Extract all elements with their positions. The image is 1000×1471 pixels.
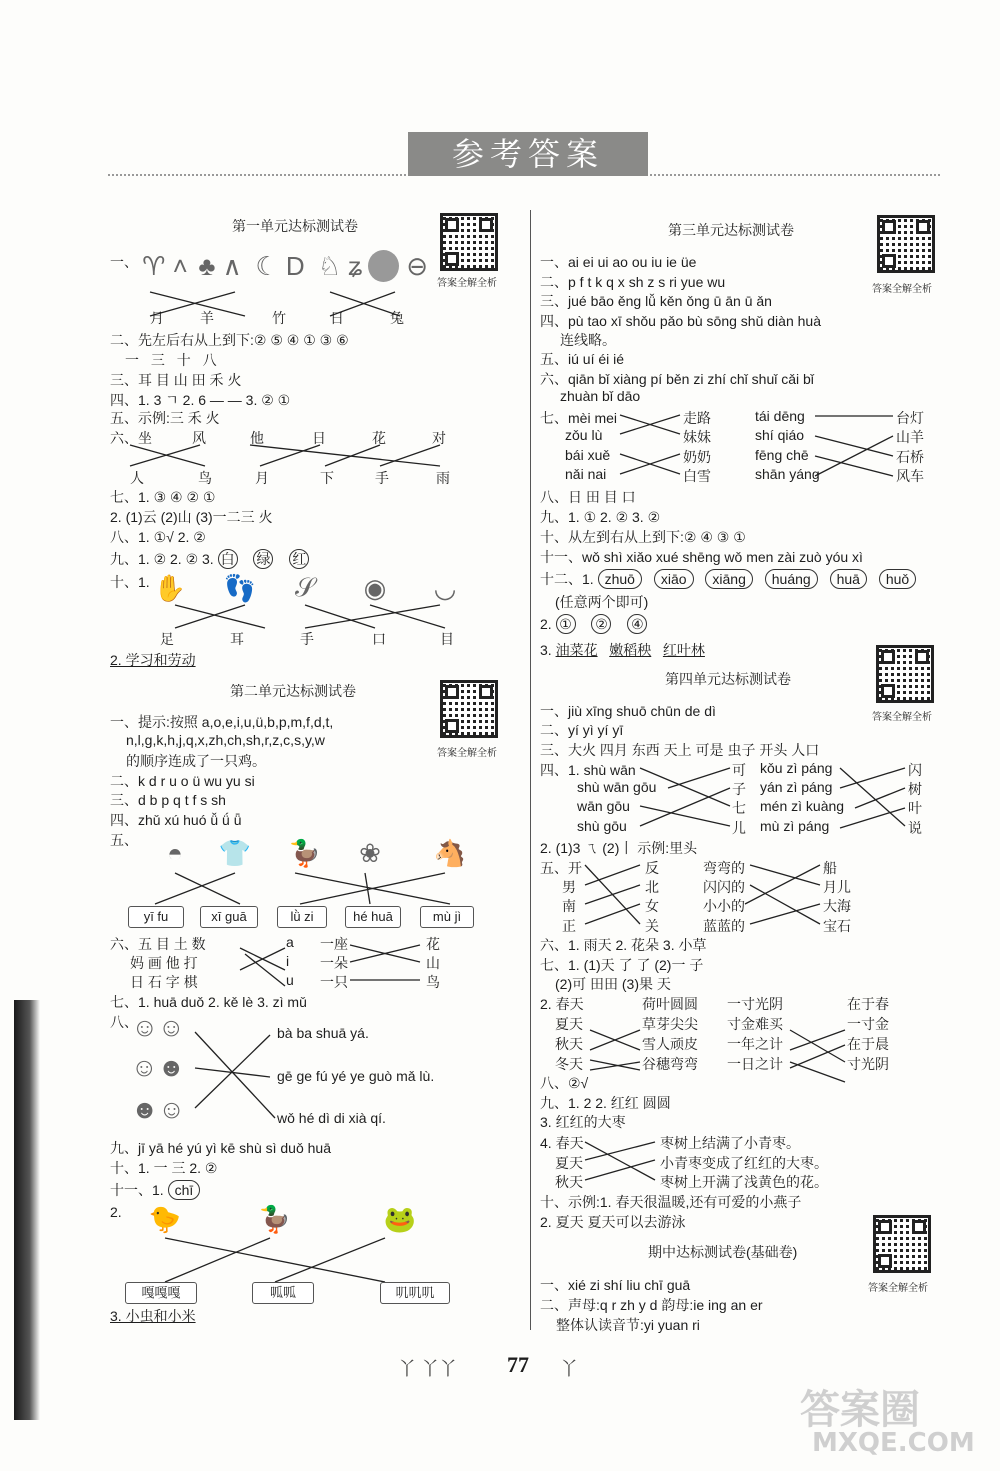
circled-char: 绿	[253, 549, 273, 569]
duck-picture: 🦆	[288, 837, 322, 868]
word: 花	[426, 936, 440, 952]
pinyin-oval: huǒ	[879, 569, 916, 589]
word: 台灯	[896, 410, 924, 426]
kids-picture: ☺☺	[131, 1011, 185, 1042]
pinyin-oval: xiāo	[654, 569, 694, 589]
word: 小小的	[703, 898, 745, 914]
answer-line: 3. 红红的大枣	[540, 1114, 626, 1130]
mouth-picture: ◡	[433, 572, 457, 603]
answer-line: 七、1. ③ ④ ② ①	[110, 489, 216, 505]
radical-name: mù zì páng	[760, 818, 830, 834]
answer-line: 一、xié zi shí liu chī guā	[540, 1277, 691, 1293]
word: 足	[160, 631, 174, 647]
answer-line: 九、jī yā hé yú yì kē shù sì duǒ huā	[110, 1140, 332, 1156]
pinyin-box: hé huā	[345, 906, 401, 928]
answer-text: 3.	[540, 642, 552, 658]
word: 月儿	[823, 879, 851, 895]
scan-edge	[14, 1000, 40, 1420]
circled-char: ①	[556, 614, 576, 634]
word: 对	[432, 430, 446, 446]
answer-line: 八、	[110, 1014, 138, 1030]
word: 兔	[390, 310, 404, 326]
word: 雪人顽皮	[642, 1036, 698, 1052]
sentence: wǒ hé dì di xià qí.	[277, 1110, 386, 1126]
pinyin-box: yī fu	[128, 906, 184, 928]
circled-char: 白	[218, 549, 238, 569]
answer-line: 六、五 目 土 数	[110, 936, 206, 952]
answer-line: 七、1. (1)天 了 了 (2)一 子	[540, 957, 704, 973]
word: 叶	[908, 800, 922, 816]
answer-line: (2)可 田田 (3)果 天	[555, 976, 671, 992]
watermelon-picture: ◓	[167, 837, 183, 868]
pinyin: bái xuě	[565, 447, 611, 463]
pinyin-box: lǜ zi	[277, 906, 327, 928]
pinyin: shān yáng	[755, 466, 820, 482]
word: 大海	[823, 898, 851, 914]
circled-char: ②	[591, 614, 611, 634]
answer-line: 2. 学习和劳动	[110, 652, 196, 668]
answer-line: zhuàn bǐ dāo	[560, 388, 641, 404]
sentence: bà ba shuā yá.	[277, 1025, 369, 1041]
answer-line: 的顺序连成了一只鸡。	[126, 753, 266, 769]
word: 油菜花	[555, 642, 598, 658]
word: 男	[562, 879, 576, 895]
word: 秋天	[555, 1174, 583, 1190]
answer-line: 十、1. 一 三 2. ②	[110, 1160, 218, 1176]
answer-text: 十一、1.	[110, 1182, 164, 1198]
pinyin-box: mù jì	[420, 906, 474, 928]
chicken-picture: 🐤	[148, 1203, 182, 1234]
word: 弯弯的	[703, 860, 745, 876]
pinyin-oval: zhuō	[598, 569, 642, 589]
word: 鸟	[426, 974, 440, 990]
answer-line: (任意两个即可)	[555, 594, 649, 610]
word: 竹	[272, 310, 286, 326]
word: 日	[312, 430, 326, 446]
title-divider-right	[650, 174, 940, 176]
answer-line	[540, 569, 924, 589]
answer-line: 七、1. huā duǒ 2. kě lè 3. zì mǔ	[110, 994, 307, 1010]
word: 走路	[683, 410, 711, 426]
word: 冬天	[555, 1056, 583, 1072]
word: 夏天	[555, 1155, 583, 1171]
lotus-picture: ❀	[359, 837, 381, 868]
answer-line: 一、ai ei ui ao ou iu ie üe	[540, 254, 697, 270]
qr-code	[877, 215, 935, 273]
word: 白雪	[683, 468, 711, 484]
stroke-name: shù wān gōu	[577, 779, 657, 795]
word: 树	[908, 781, 922, 797]
word: 六、坐	[110, 430, 152, 446]
unit2-title: 第二单元达标测试卷	[230, 683, 356, 699]
stroke-name: wān gōu	[577, 798, 630, 814]
stroke-name: shù gōu	[577, 818, 627, 834]
sentence: 小青枣变成了红红的大枣。	[660, 1155, 828, 1171]
circled-char: 红	[289, 549, 309, 569]
answer-line: 五、iú uí éi ié	[540, 351, 625, 367]
stroke-name: 四、1. shù wān	[540, 762, 636, 778]
sound-box: 叽叽叽	[380, 1282, 450, 1304]
answer-line	[540, 640, 705, 660]
foot-picture: 👣	[223, 572, 257, 603]
word: 女	[645, 898, 659, 914]
word: 说	[908, 820, 922, 836]
word: 寸金难买	[727, 1016, 783, 1032]
answer-line	[110, 1180, 208, 1200]
title-divider-left	[108, 174, 406, 176]
word: 闪	[908, 762, 922, 778]
word: 儿	[732, 820, 746, 836]
word: a	[286, 934, 294, 950]
kids-picture: ☻☺	[131, 1093, 185, 1124]
page-title: 参考答案	[408, 132, 648, 176]
word: i	[286, 953, 290, 969]
circled-char: ④	[627, 614, 647, 634]
word: 一年之计	[727, 1036, 783, 1052]
pinyin: shí qiáo	[755, 427, 805, 443]
answer-line: 五、	[110, 832, 138, 848]
word: 手	[300, 631, 314, 647]
word: 一朵	[320, 955, 348, 971]
word: 北	[645, 879, 659, 895]
word: 奶奶	[683, 449, 711, 465]
column-divider	[530, 210, 531, 1330]
word: u	[286, 972, 294, 988]
word: 山	[426, 955, 440, 971]
footer-decoration: 丫	[560, 1359, 578, 1379]
answer-line: 五、示例:三 禾 火	[110, 410, 220, 426]
answer-line	[110, 549, 321, 569]
clothes-picture: 👕	[218, 837, 252, 868]
unit3-title: 第三单元达标测试卷	[668, 222, 794, 238]
answer-line: 二、先左后右从上到下:② ⑤ ④ ① ③ ⑥	[110, 332, 349, 348]
answer-line: 八、②√	[540, 1075, 589, 1091]
word: 船	[823, 860, 837, 876]
watermark-url: MXQE.COM	[812, 1428, 975, 1458]
answer-text: 2.	[540, 616, 552, 632]
word: 五、开	[540, 860, 582, 876]
answer-line: 十、1.	[110, 574, 150, 590]
sentence: gē ge fú yé ye guò mǎ lù.	[277, 1068, 435, 1084]
answer-line: 十、示例:1. 春天很温暖,还有可爱的小燕子	[540, 1194, 802, 1210]
answer-line: 2. (1)3 ㄟ (2)丨 示例:里头	[540, 840, 698, 856]
answer-line: 一、jiù xīng shuō chūn de dì	[540, 703, 716, 719]
answer-line: 3. 小虫和小米	[110, 1308, 196, 1324]
answer-line: 二、yí yì yí yī	[540, 722, 624, 738]
word: 子	[732, 781, 746, 797]
word: 风	[192, 430, 206, 446]
answer-line: 八、日 田 目 口	[540, 489, 636, 505]
sun-picture: ⊖	[368, 246, 428, 286]
word: 下	[320, 470, 334, 486]
word: 日	[330, 310, 344, 326]
word: 反	[645, 860, 659, 876]
answer-line: 一 三 十 八	[125, 352, 221, 368]
answer-line: 四、pù tao xī shǒu pǎo bù sōng shǔ diàn huà	[540, 313, 821, 329]
word: 嫩稻秧	[609, 642, 652, 658]
word: 山羊	[896, 429, 924, 445]
answer-line: 三、大火 四月 东西 天上 可是 虫子 开头 人口	[540, 742, 820, 758]
pinyin: fēng chē	[755, 447, 809, 463]
word: 一寸光阴	[727, 996, 783, 1012]
goat-picture: ♈ ˄	[142, 250, 188, 281]
sentence: 枣树上结满了小青枣。	[660, 1135, 800, 1151]
word: 谷穗弯弯	[642, 1056, 698, 1072]
answer-line: 2. (1)云 (2)山 (3)一二三 火	[110, 509, 273, 525]
qr-code	[440, 213, 498, 271]
qr-label: 答案全解全析	[437, 278, 497, 289]
answer-line: 一、提示:按照 a,o,e,i,u,ü,b,p,m,f,d,t,	[110, 714, 334, 730]
pinyin-oval: huáng	[765, 569, 818, 589]
qr-code	[873, 1215, 931, 1273]
unit4-title: 第四单元达标测试卷	[665, 671, 791, 687]
kids-picture: ☺☻	[131, 1051, 185, 1082]
word: 羊	[200, 310, 214, 326]
word: 鸟	[198, 470, 212, 486]
word: 在于晨	[847, 1036, 889, 1052]
word: 荷叶圆圆	[642, 996, 698, 1012]
pinyin: nǎi nai	[565, 466, 607, 482]
answer-line	[540, 614, 659, 634]
word: 可	[732, 762, 746, 778]
answer-line: 二、k d r u o ü wu yu si	[110, 773, 255, 789]
word: 4. 春天	[540, 1135, 584, 1151]
answer-line: n,l,g,k,h,j,q,x,zh,ch,sh,r,z,c,s,y,w	[126, 732, 325, 748]
word: 他	[250, 430, 264, 446]
answer-text: 十二、1.	[540, 571, 594, 587]
ear-picture: 𝒮	[294, 572, 316, 602]
bamboo-picture: ♣ ∧	[198, 250, 242, 281]
pinyin-oval: huā	[830, 569, 867, 589]
word: 手	[375, 470, 389, 486]
word: 妹妹	[683, 429, 711, 445]
word: 月	[150, 310, 164, 326]
qr-code	[876, 645, 934, 703]
unit1-title: 第一单元达标测试卷	[232, 218, 358, 234]
word: 花	[372, 430, 386, 446]
answer-line: 三、耳 目 山 田 禾 火	[110, 372, 242, 388]
pinyin-box: xī guā	[200, 906, 258, 928]
frog-picture: 🐸	[383, 1203, 417, 1234]
sound-box: 嘎嘎嘎	[125, 1282, 197, 1304]
radical-name: mén zì kuàng	[760, 798, 845, 814]
hand-picture: ✋	[153, 572, 187, 603]
word: 雨	[436, 470, 450, 486]
qr-code	[440, 680, 498, 738]
answer-line: 六、qiān bǐ xiàng pí běn zi zhí chǐ shuǐ cǎi bǐ	[540, 371, 814, 387]
footer-decoration: 丫 丫丫	[398, 1359, 458, 1379]
qr-label: 答案全解全析	[437, 748, 497, 759]
word: 夏天	[555, 1016, 583, 1032]
answer-line: 二、p f t k q x sh z s ri yue wu	[540, 274, 726, 290]
word: 石桥	[896, 449, 924, 465]
word: 耳	[230, 631, 244, 647]
radical-name: yán zì páng	[760, 779, 833, 795]
word: 七	[732, 800, 746, 816]
answer-line: 妈 画 他 打	[130, 955, 198, 971]
word: 在于春	[847, 996, 889, 1012]
word: 宝石	[823, 918, 851, 934]
word: 月	[255, 470, 269, 486]
qr-label: 答案全解全析	[868, 1283, 928, 1294]
pinyin-oval: chī	[168, 1180, 201, 1200]
word: 一座	[320, 936, 348, 952]
word: 蓝蓝的	[703, 918, 745, 934]
word: 一只	[320, 974, 348, 990]
pinyin: zǒu lù	[565, 427, 603, 443]
word: 风车	[896, 468, 924, 484]
word: 目	[440, 631, 454, 647]
word: 2. 春天	[540, 996, 584, 1012]
word: 人	[130, 470, 144, 486]
sentence: 枣树上开满了浅黄色的花。	[660, 1174, 828, 1190]
answer-line: 九、1. 2 2. 红红 圆圆	[540, 1095, 671, 1111]
pinyin: tái dēng	[755, 408, 805, 424]
answer-line: 十一、wǒ shì xiǎo xué shēng wǒ men zài zuò yóu xì	[540, 549, 863, 565]
answer-line: 2. 夏天 夏天可以去游泳	[540, 1214, 686, 1230]
midterm-title: 期中达标测试卷(基础卷)	[648, 1244, 798, 1260]
pinyin-oval: xiāng	[705, 569, 752, 589]
qr-label: 答案全解全析	[872, 712, 932, 723]
word: 一日之计	[727, 1056, 783, 1072]
answer-line: 十、从左到右从上到下:② ④ ③ ①	[540, 529, 746, 545]
answer-text: 九、1. ② 2. ② 3.	[110, 551, 214, 567]
answer-line: 四、1. 3 ㄱ 2. 6 — — 3. ② ①	[110, 392, 291, 408]
word: 草芽尖尖	[642, 1016, 698, 1032]
rabbit-picture: ♘ ʑ	[317, 250, 363, 281]
answer-line: 三、d b p q t f s sh	[110, 792, 226, 808]
word: 红叶林	[662, 642, 705, 658]
moon-picture: ☾ D	[255, 250, 305, 281]
sound-box: 呱呱	[252, 1282, 314, 1304]
answer-line: 八、1. ①√ 2. ②	[110, 529, 206, 545]
qr-label: 答案全解全析	[872, 284, 932, 295]
word: 南	[562, 898, 576, 914]
donkey-picture: 🐴	[433, 837, 467, 868]
eye-picture: ◉	[363, 572, 387, 603]
answer-line: 四、zhǔ xú huó ǚ ǘ ǖ	[110, 812, 242, 828]
pinyin: 七、mèi mei	[540, 410, 618, 426]
answer-line: 九、1. ① 2. ② 3. ②	[540, 509, 661, 525]
radical-name: kǒu zì páng	[760, 760, 833, 776]
word: 秋天	[555, 1036, 583, 1052]
answer-line: 整体认读音节:yi yuan ri	[556, 1317, 700, 1333]
word: 口	[372, 631, 386, 647]
watermark-logo: 答案圈	[800, 1387, 920, 1433]
answer-line: 二、声母:q r zh y d 韵母:ie ing an er	[540, 1297, 763, 1313]
word: 寸光阴	[847, 1056, 889, 1072]
page-number: 77	[507, 1352, 529, 1377]
answer-line: 连线略。	[560, 332, 616, 348]
answer-line: 六、1. 雨天 2. 花朵 3. 小草	[540, 937, 707, 953]
answer-line: 三、jué bāo ěng lǚ kěn ǒng ū ān ū ǎn	[540, 293, 772, 309]
answer-line: 2.	[110, 1204, 122, 1220]
word: 一寸金	[847, 1016, 889, 1032]
word: 闪闪的	[703, 879, 745, 895]
duck-picture: 🦆	[258, 1203, 292, 1234]
answer-line: 日 石 字 棋	[130, 974, 198, 990]
word: 关	[645, 918, 659, 934]
word: 正	[562, 918, 576, 934]
